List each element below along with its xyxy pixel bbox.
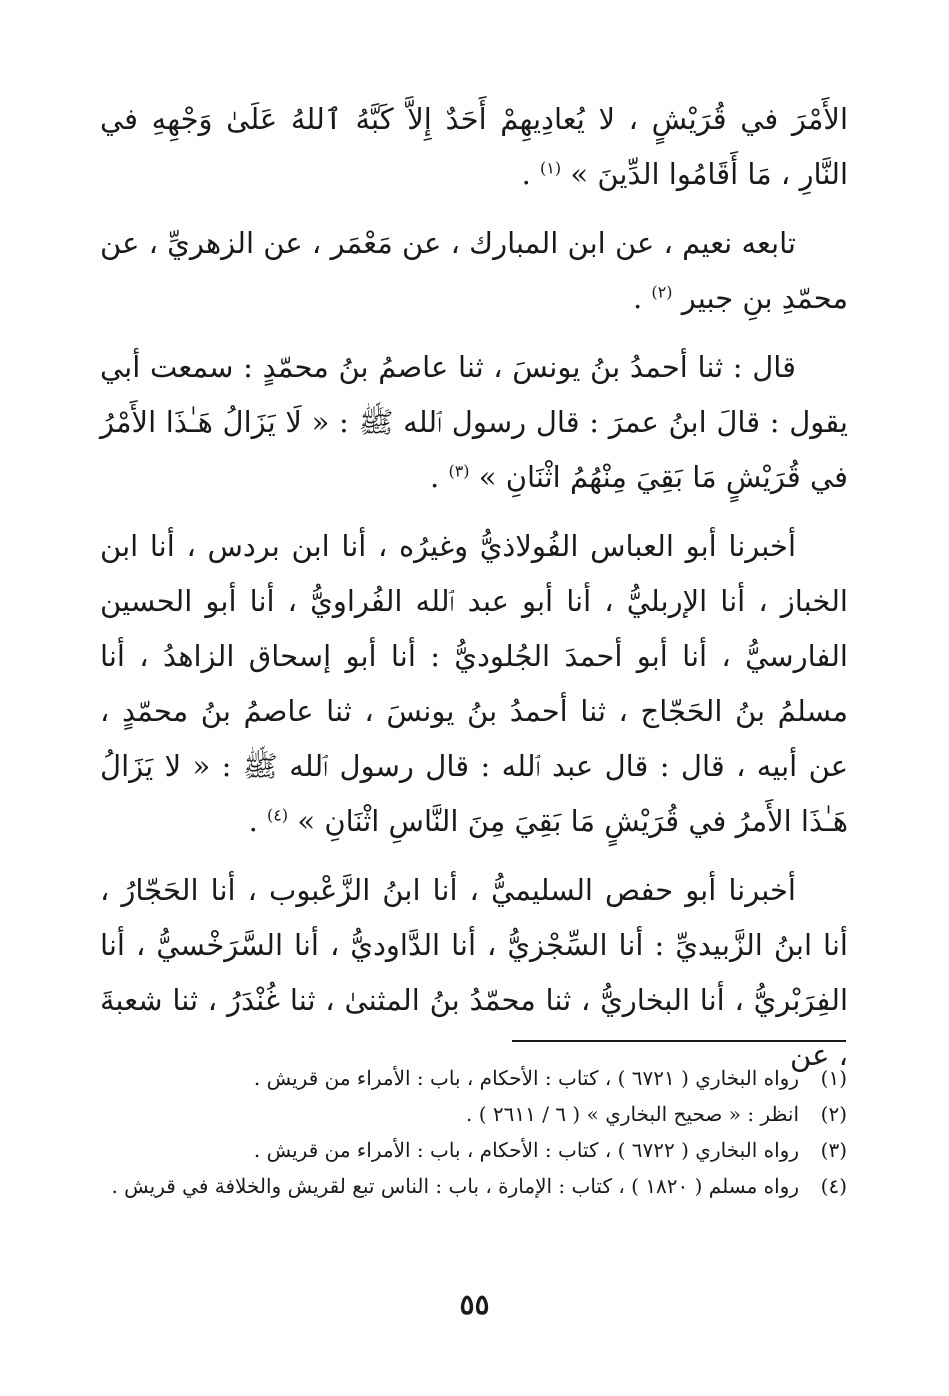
footnote-text: رواه البخاري ( ٦٧٢٢ ) ، كتاب : الأحكام ، باب : الأمراء من قريش . (253, 1138, 799, 1162)
paragraph-2: تابعه نعيم ، عن ابن المبارك ، عن مَعْمَر ، عن الزهريِّ ، عن محمّدِ بنِ جبير $^{(٢)}$ . (100, 226, 848, 315)
footnote-ref-1: (١) (540, 158, 562, 178)
footnote-ref-3: (٣) (448, 461, 470, 481)
footnote-ref-4: (٤) (267, 805, 289, 825)
paragraph-5: أخبرنا أبو حفص السليميُّ ، أنا ابنُ الزَّعْبوب ، أنا الحَجّارُ ، أنا ابنُ الزَّبيديِّ : أنا السِّجْزيُّ ، أنا الدَّاوديُّ ، أنا السَّرَخْسيُّ ، أنا الفِرَبْريُّ ، أنا البخاريُّ ، ثنا محمّدُ بنُ المثنىٰ ، ثنا غُنْدَرُ ، ثنا شعبةَ ، عن (100, 873, 848, 1072)
footnote-3 (92, 1132, 847, 1168)
footnote-number: (٣) (820, 1138, 847, 1162)
footnote-4 (92, 1168, 847, 1204)
footnote-1 (92, 1060, 847, 1096)
footnote-2 (92, 1096, 847, 1132)
page-number: ٥٥ (459, 1288, 490, 1321)
paragraph-4: أخبرنا أبو العباس الفُولاذيُّ وغيرُه ، أنا ابن بردس ، أنا ابن الخباز ، أنا الإربليُّ ، أنا أبو عبد ٱلله الفُراويُّ ، أنا أبو الحسين الفارسيُّ ، أنا أبو أحمدَ الجُلوديُّ : أنا أبو إسحاق الزاهدُ ، أنا مسلمُ بنُ الحَجّاج ، ثنا أحمدُ بنُ يونسَ ، ثنا عاصمُ بنُ محمّدٍ ، عن أبيه ، قال : قال عبد ٱلله : قال رسول ٱلله ﷺ : « لا يَزَالُ هَـٰذَا الأَمرُ في قُرَيْشٍ مَا بَقِيَ مِنَ النَّاسِ اثْنَانِ » $^{(٤)}$ . (100, 529, 848, 838)
footnote-number: (٤) (820, 1174, 847, 1198)
footnote-text: رواه مسلم ( ١٨٢٠ ) ، كتاب : الإمارة ، باب : الناس تبع لقريش والخلافة في قريش . (111, 1174, 799, 1198)
footnote-text: انظر : « صحيح البخاري » ( ٦ / ٢٦١١ ) . (466, 1102, 799, 1126)
footnotes (92, 1060, 847, 1204)
footnote-ref-2: (٢) (651, 282, 673, 302)
paragraph-1: الأَمْرَ في قُرَيْشٍ ، لا يُعادِيهِمْ أَحَدٌ إِلاَّ كَبَّهُ ٱللهُ عَلَىٰ وَجْهِهِ في النَّارِ ، مَا أَقَامُوا الدِّينَ » $^{(١)}$ . (100, 102, 848, 191)
paragraph-3: قال : ثنا أحمدُ بنُ يونسَ ، ثنا عاصمُ بنُ محمّدٍ : سمعت أبي يقول : قالَ ابنُ عمرَ : قال رسول ٱلله ﷺ : « لَا يَزَالُ هَـٰذَا الأَمْرُ في قُرَيْشٍ مَا بَقِيَ مِنْهُمُ اثْنَانِ » $^{(٣)}$ . (100, 350, 848, 494)
footnote-number: (٢) (820, 1102, 847, 1126)
footnote-number: (١) (820, 1066, 847, 1090)
main-text (100, 92, 848, 1097)
footnote-separator (512, 1040, 846, 1042)
footnote-text: رواه البخاري ( ٦٧٢١ ) ، كتاب : الأحكام ، باب : الأمراء من قريش . (253, 1066, 799, 1090)
